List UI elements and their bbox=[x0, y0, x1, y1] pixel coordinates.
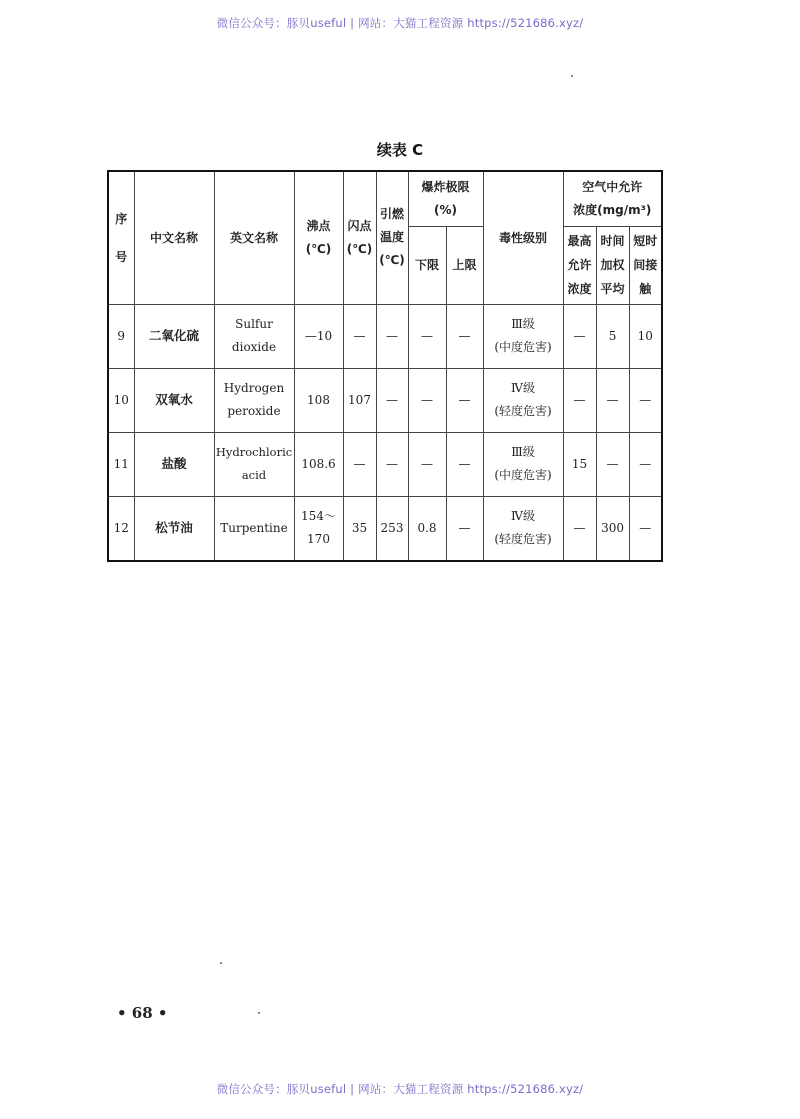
header-short-term-exposure: 短时间接触 bbox=[629, 226, 662, 304]
cell-en-name: Turpentine bbox=[214, 496, 294, 561]
table-row bbox=[108, 368, 662, 432]
cell-seq: 11 bbox=[108, 432, 134, 496]
header-ignition-temp: 引燃 温度 (℃) bbox=[376, 171, 408, 304]
table-row bbox=[108, 496, 662, 561]
cell-seq: 12 bbox=[108, 496, 134, 561]
cell-toxicity: Ⅳ级 (轻度危害) bbox=[483, 368, 563, 432]
cell-time-weighted-avg: 300 bbox=[596, 496, 629, 561]
cell-short-term-exposure: 10 bbox=[629, 304, 662, 368]
cell-seq: 10 bbox=[108, 368, 134, 432]
page-number: • 68 • bbox=[117, 1004, 168, 1022]
cell-seq: 9 bbox=[108, 304, 134, 368]
cell-max-allowable: — bbox=[563, 368, 596, 432]
cell-lower-limit: — bbox=[408, 432, 446, 496]
cell-en-name: Hydrochloric acid bbox=[214, 432, 294, 496]
header-toxicity: 毒性级别 bbox=[483, 171, 563, 304]
cell-upper-limit: — bbox=[446, 432, 483, 496]
cell-short-term-exposure: — bbox=[629, 368, 662, 432]
cell-lower-limit: — bbox=[408, 368, 446, 432]
table-header-row bbox=[108, 171, 662, 226]
scan-speck bbox=[571, 75, 573, 77]
scan-speck bbox=[258, 1012, 260, 1014]
cell-upper-limit: — bbox=[446, 496, 483, 561]
cell-lower-limit: — bbox=[408, 304, 446, 368]
cell-en-name: Hydrogen peroxide bbox=[214, 368, 294, 432]
cell-upper-limit: — bbox=[446, 304, 483, 368]
header-upper-limit: 上限 bbox=[446, 226, 483, 304]
cell-cn-name: 松节油 bbox=[134, 496, 214, 561]
cell-ignition-temp: — bbox=[376, 432, 408, 496]
header-explosion-limit: 爆炸极限 (%) bbox=[408, 171, 483, 226]
cell-toxicity: Ⅲ级 (中度危害) bbox=[483, 432, 563, 496]
cell-short-term-exposure: — bbox=[629, 496, 662, 561]
header-time-weighted-avg: 时间加权平均 bbox=[596, 226, 629, 304]
header-boiling-point: 沸点 (℃) bbox=[294, 171, 343, 304]
cell-boiling-point: 108 bbox=[294, 368, 343, 432]
header-cn-name: 中文名称 bbox=[134, 171, 214, 304]
data-table bbox=[107, 170, 663, 562]
cell-short-term-exposure: — bbox=[629, 432, 662, 496]
table-row bbox=[108, 432, 662, 496]
cell-ignition-temp: — bbox=[376, 304, 408, 368]
cell-ignition-temp: — bbox=[376, 368, 408, 432]
header-air-concentration: 空气中允许 浓度(mg/m³) bbox=[563, 171, 662, 226]
cell-max-allowable: — bbox=[563, 304, 596, 368]
header-en-name: 英文名称 bbox=[214, 171, 294, 304]
header-max-allowable: 最高允许浓度 bbox=[563, 226, 596, 304]
cell-max-allowable: 15 bbox=[563, 432, 596, 496]
cell-time-weighted-avg: — bbox=[596, 432, 629, 496]
table-caption: 续表 C bbox=[376, 141, 424, 159]
table-row bbox=[108, 304, 662, 368]
header-seq: 序号 bbox=[108, 171, 134, 304]
cell-toxicity: Ⅲ级 (中度危害) bbox=[483, 304, 563, 368]
cell-upper-limit: — bbox=[446, 368, 483, 432]
cell-max-allowable: — bbox=[563, 496, 596, 561]
watermark-bottom: 微信公众号：豚贝useful | 网站：大猫工程资源 https://521686.xyz/ bbox=[216, 1082, 584, 1096]
cell-boiling-point: —10 bbox=[294, 304, 343, 368]
cell-time-weighted-avg: — bbox=[596, 368, 629, 432]
scan-speck bbox=[220, 962, 222, 964]
watermark-top: 微信公众号：豚贝useful | 网站：大猫工程资源 https://521686.xyz/ bbox=[216, 16, 584, 30]
cell-ignition-temp: 253 bbox=[376, 496, 408, 561]
header-flash-point: 闪点 (℃) bbox=[343, 171, 376, 304]
cell-boiling-point: 108.6 bbox=[294, 432, 343, 496]
header-lower-limit: 下限 bbox=[408, 226, 446, 304]
cell-boiling-point: 154～ 170 bbox=[294, 496, 343, 561]
cell-flash-point: 107 bbox=[343, 368, 376, 432]
cell-flash-point: — bbox=[343, 304, 376, 368]
cell-en-name: Sulfur dioxide bbox=[214, 304, 294, 368]
cell-cn-name: 双氧水 bbox=[134, 368, 214, 432]
cell-toxicity: Ⅳ级 (轻度危害) bbox=[483, 496, 563, 561]
cell-cn-name: 盐酸 bbox=[134, 432, 214, 496]
cell-time-weighted-avg: 5 bbox=[596, 304, 629, 368]
cell-flash-point: 35 bbox=[343, 496, 376, 561]
cell-lower-limit: 0.8 bbox=[408, 496, 446, 561]
cell-flash-point: — bbox=[343, 432, 376, 496]
cell-cn-name: 二氧化硫 bbox=[134, 304, 214, 368]
